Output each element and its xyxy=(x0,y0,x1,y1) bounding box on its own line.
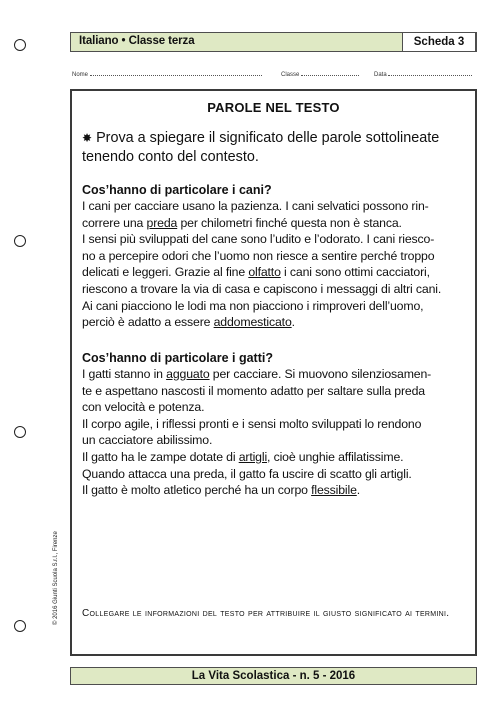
class-field[interactable] xyxy=(281,69,359,78)
underlined-word: agguato xyxy=(166,367,210,381)
underlined-word: artigli xyxy=(238,449,268,464)
header-title: Italiano • Classe terza xyxy=(79,35,195,47)
binder-hole xyxy=(14,426,26,438)
header-bar xyxy=(70,32,477,52)
underlined-word: preda xyxy=(146,215,178,230)
binder-hole xyxy=(14,235,26,247)
section-cats xyxy=(82,350,467,499)
footer-bar: La Vita Scolastica - n. 5 - 2016 xyxy=(70,667,477,685)
class-label: Classe xyxy=(281,72,300,78)
name-field[interactable] xyxy=(72,69,262,78)
binder-hole xyxy=(14,39,26,51)
paragraph: I cani per cacciare usano la pazienza. I cani selvatici possono rin- correre una preda per chilometri finché questa non è stanca. I sensi più sviluppati del cane sono l’udito e l’odorato. I cani riesco- no a percepire odori che l’uomo non riesce a sentire perché troppo delicati e leggeri. Grazie al fine olfatto i cani sono ottimi cacciatori, riescono a trovare la via di casa e capiscono i messaggi di altri cani. Ai cani piacciono le lodi ma non piacciono i rimproveri dell’uomo, perciò è adatto a essere addomesticato. xyxy=(82,199,442,330)
section-dogs xyxy=(82,182,467,331)
underlined-word: flessibile xyxy=(311,483,357,498)
binder-hole xyxy=(14,620,26,632)
star-icon: ✸ xyxy=(82,131,93,145)
date-field[interactable] xyxy=(374,69,472,78)
name-label: Nome xyxy=(72,72,89,78)
section-heading: Cos’hanno di particolare i gatti? xyxy=(82,351,273,365)
copyright-notice: © 2016 Giunti Scuola S.r.l., Firenze xyxy=(53,531,59,625)
page-title: PAROLE NEL TESTO xyxy=(207,100,340,115)
instruction-text: Prova a spiegare il significato delle parole sottolineate tenendo conto del contesto. xyxy=(82,130,440,165)
section-heading: Cos’hanno di particolare i cani? xyxy=(82,183,272,197)
paragraph: I gatti stanno in agguato per cacciare. Si muovono silenziosamen- te e aspettano nascosti il momento adatto per saltare sulla preda con velocità e potenza. Il corpo agile, i riflessi pronti e i sensi molto sviluppati lo rendono un cacciatore abilissimo. Il gatto ha le zampe dotate di artigli, cioè unghie affilatissime. Quando attacca una preda, il gatto fa uscire di scatto gli artigli. Il gatto è molto atletico perché ha un corpo flessibile. xyxy=(82,367,432,498)
exercise-instruction: Collegare le informazioni del testo per attribuire il giusto significato ai termini. xyxy=(82,608,450,619)
instruction xyxy=(82,129,466,167)
underlined-word: olfatto xyxy=(248,265,281,280)
underlined-word: addomesticato xyxy=(213,315,292,330)
sheet-number: Scheda 3 xyxy=(402,32,476,52)
date-label: Data xyxy=(374,72,387,78)
